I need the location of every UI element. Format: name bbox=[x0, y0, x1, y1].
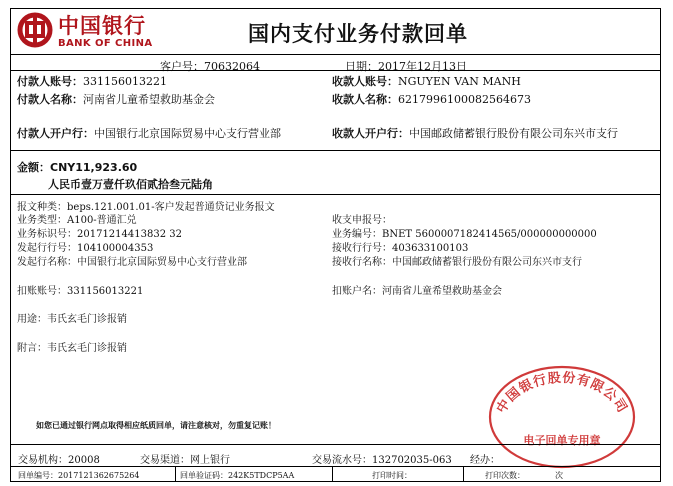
payee-account bbox=[332, 73, 521, 89]
divider bbox=[463, 466, 464, 482]
sending-bank-name: 发起行名称：中国银行北京国际贸易中心支行营业部 bbox=[17, 257, 247, 268]
amount-label: 金额： bbox=[17, 161, 50, 174]
customer-no bbox=[160, 58, 260, 74]
payee-bank-value: 中国邮政储蓄银行股份有限公司东兴市支行 bbox=[409, 127, 618, 140]
payer-name-value: 河南省儿童希望救助基金会 bbox=[83, 93, 215, 106]
date-value: 2017年12月13日 bbox=[378, 60, 467, 73]
amount-value: CNY11,923.60 bbox=[50, 161, 138, 174]
date-label: 日期： bbox=[345, 60, 378, 73]
document-title: 国内支付业务付款回单 bbox=[248, 22, 468, 46]
logo-chinese-text: 中国银行 bbox=[58, 13, 146, 38]
message-type: 报文种类：beps.121.001.01-客户发起普通贷记业务报文 bbox=[17, 202, 275, 213]
debit-account: 扣账账号：331156013221 bbox=[17, 286, 144, 297]
divider bbox=[10, 150, 661, 151]
receipt-no: 回单编号：2017121362675264 bbox=[18, 471, 140, 480]
payee-name-label: 收款人名称： bbox=[332, 93, 398, 106]
customer-no-label: 客户号： bbox=[160, 60, 204, 73]
logo-english-text: BANK OF CHINA bbox=[58, 38, 153, 49]
payer-name bbox=[17, 91, 215, 107]
business-type: 业务类型：A100-普通汇兑 bbox=[17, 215, 137, 226]
divider bbox=[10, 444, 661, 445]
remark: 附言：韦氏玄毛门诊报销 bbox=[17, 343, 127, 354]
print-count-unit: 次 bbox=[555, 471, 563, 480]
payer-name-label: 付款人名称： bbox=[17, 93, 83, 106]
receiving-bank-name: 接收行名称：中国邮政储蓄银行股份有限公司东兴市支行 bbox=[332, 257, 582, 268]
payer-bank-value: 中国银行北京国际贸易中心支行营业部 bbox=[94, 127, 281, 140]
payer-account bbox=[17, 73, 167, 89]
divider bbox=[10, 194, 661, 195]
svg-text:中国银行股份有限公司: 中国银行股份有限公司 bbox=[494, 370, 630, 417]
customer-no-value: 70632064 bbox=[204, 60, 260, 73]
divider bbox=[10, 70, 661, 71]
payee-account-value: NGUYEN VAN MANH bbox=[398, 75, 521, 88]
divider bbox=[175, 466, 176, 482]
amount bbox=[17, 159, 137, 175]
debit-account-name: 扣账户名：河南省儿童希望救助基金会 bbox=[332, 286, 502, 297]
payee-name bbox=[332, 91, 531, 107]
transaction-serial: 交易流水号：132702035-063 bbox=[312, 455, 452, 466]
verify-code: 回单验证码：242K5TDCP5AA bbox=[180, 471, 295, 480]
svg-text:电子回单专用章: 电子回单专用章 bbox=[523, 434, 601, 447]
print-time-label: 打印时间： bbox=[372, 471, 412, 480]
payee-account-label: 收款人账号： bbox=[332, 75, 398, 88]
print-count-label: 打印次数： bbox=[485, 471, 525, 480]
amount-in-words: 人民币壹万壹仟玖佰贰拾叁元陆角 bbox=[48, 178, 213, 191]
bank-of-china-logo-icon bbox=[17, 12, 53, 48]
date bbox=[345, 58, 467, 74]
payer-bank bbox=[17, 125, 281, 141]
business-id: 业务标识号：20171214413832 32 bbox=[17, 229, 182, 240]
payer-account-label: 付款人账号： bbox=[17, 75, 83, 88]
purpose: 用途：韦氏玄毛门诊报销 bbox=[17, 314, 127, 325]
divider bbox=[10, 466, 661, 467]
divider bbox=[10, 54, 661, 55]
transaction-org: 交易机构：20008 bbox=[18, 455, 100, 466]
payee-bank bbox=[332, 125, 618, 141]
business-no: 业务编号：BNET 5600007182414565/000000000000 bbox=[332, 229, 597, 240]
duplicate-notice: 如您已通过银行网点取得相应纸质回单，请注意核对，勿重复记账！ bbox=[36, 421, 276, 430]
receiving-bank-no: 接收行行号：403633100103 bbox=[332, 243, 469, 254]
payer-bank-label: 付款人开户行： bbox=[17, 127, 94, 140]
divider bbox=[332, 466, 333, 482]
payee-bank-label: 收款人开户行： bbox=[332, 127, 409, 140]
handler: 经办： bbox=[470, 455, 500, 466]
transaction-channel: 交易渠道：网上银行 bbox=[140, 455, 230, 466]
receipt-declaration-no: 收支申报号： bbox=[332, 215, 392, 226]
payee-name-value: 6217996100082564673 bbox=[398, 93, 531, 106]
electronic-receipt-seal-icon bbox=[486, 364, 638, 470]
payer-account-value: 331156013221 bbox=[83, 75, 167, 88]
sending-bank-no: 发起行行号：104100004353 bbox=[17, 243, 154, 254]
